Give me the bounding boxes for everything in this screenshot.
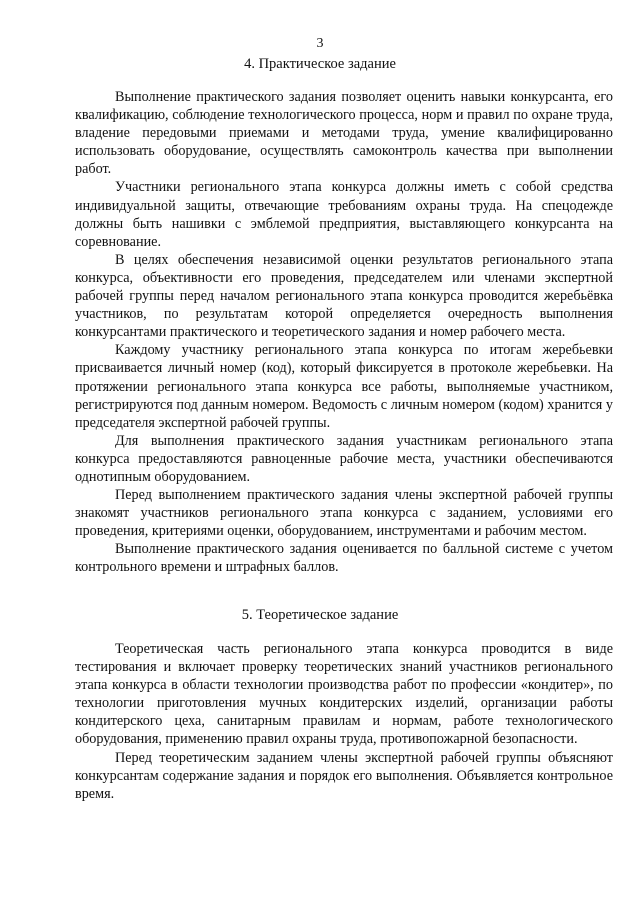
paragraph: Перед выполнением практического задания члены экспертной рабочей группы знакомят участников регионального этапа конкурса с заданием, условиями его проведения, критериями оценки, оборудованием, инструментами и рабочим местом.: [75, 487, 613, 540]
section-4-title: 4. Практическое задание: [244, 56, 396, 72]
paragraph: В целях обеспечения независимой оценки результатов регионального этапа конкурса, объективности его проведения, председателем или членами экспертной рабочей группы перед началом регионального этапа конкурса проводится жеребьёвка участников, по результатам которой определяется очередность выполнения конкурсантами практического и теоретического задания и номер рабочего места.: [75, 251, 613, 341]
paragraph: Каждому участнику регионального этапа конкурса по итогам жеребьевки присваивается личный номер (код), который фиксируется в протоколе жеребьевки. На протяжении регионального этапа конкурса все работы, выполняемые участником, регистрируются под данным номером. Ведомость с личным номером (кодом) хранится у председателя экспертной рабочей группы.: [75, 342, 613, 431]
section-4-body: [75, 88, 613, 577]
paragraph: Перед теоретическим заданием члены экспертной рабочей группы объясняют конкурсантам содержание задания и порядок его выполнения. Объявляется контрольное время.: [75, 749, 613, 802]
section-5-body: [75, 640, 613, 803]
paragraph: Выполнение практического задания позволяет оценить навыки конкурсанта, его квалификацию, соблюдение технологического процесса, норм и правил по охране труда, владение передовыми приемами и методами труда, умение квалифицированно использовать оборудование, осуществлять самоконтроль качества при выполнении работ.: [75, 89, 613, 178]
paragraph: Для выполнения практического задания участникам регионального этапа конкурса предоставляются равноценные рабочие места, участники обеспечиваются однотипным оборудованием.: [75, 432, 613, 485]
paragraph: Участники регионального этапа конкурса должны иметь с собой средства индивидуальной защиты, отвечающие требованиям охраны труда. На спецодежде должны быть нашивки с эмблемой предприятия, выставляющего конкурсанта на соревнование.: [75, 179, 613, 250]
paragraph: Выполнение практического задания оценивается по балльной системе с учетом контрольного времени и штрафных баллов.: [75, 541, 613, 576]
page-number: 3: [316, 36, 324, 51]
paragraph: Теоретическая часть регионального этапа конкурса проводится в виде тестирования и включает проверку теоретических знаний участников регионального этапа конкурса в области технологии производства работ по профессии «кондитер», по технологии приготовления мучных кондитерских изделий, организации работы кондитерского цеха, санитарным правилам и нормам, работе технологического оборудования, применению правил охраны труда, противопожарной безопасности.: [75, 641, 613, 748]
section-5-title: 5. Теоретическое задание: [241, 607, 399, 623]
